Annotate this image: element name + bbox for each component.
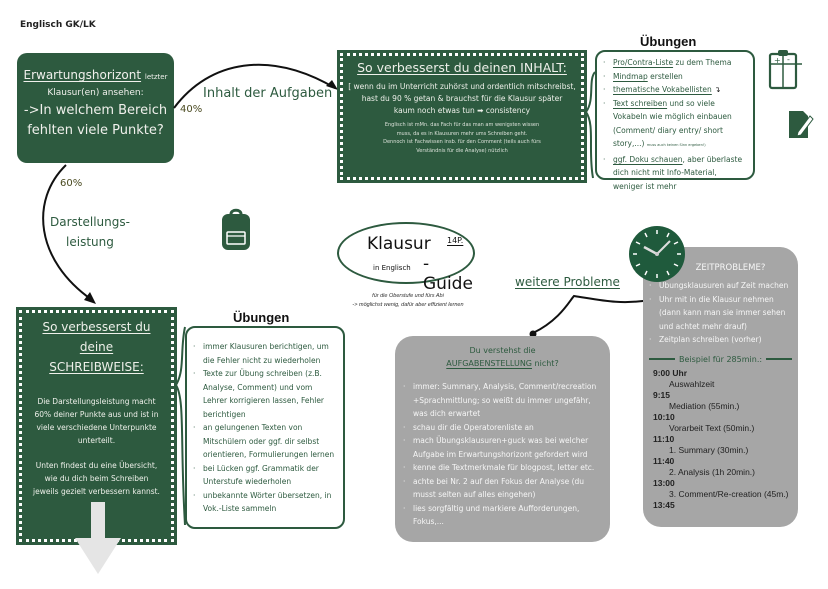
task-box — [395, 336, 610, 542]
svg-text:+: + — [774, 56, 781, 65]
time-item: · Übungsklausuren auf Zeit machen — [649, 279, 792, 293]
content-exercise-item: · thematische Vokabellisten ↴ — [603, 83, 747, 97]
task-title-2-rest: nicht? — [532, 359, 559, 368]
backpack-icon — [220, 208, 252, 252]
start-question-1: ->In welchem Bereich — [23, 103, 168, 118]
writing-exercises-box — [185, 326, 345, 529]
content-exercise-item: · ggf. Doku schauen, aber überlaste dich nicht mit Info-Material, weniger ist mehr — [603, 153, 747, 194]
schedule-time: 13:45 — [653, 499, 675, 510]
content-exercise-item: · Pro/Contra-Liste zu dem Thema — [603, 56, 747, 70]
content-main-2: hast du 90 % getan & brauchst für die Klausur später — [361, 94, 563, 103]
title-line1: Klausur — [367, 234, 431, 254]
task-title-2: AUFGABENSTELLUNG — [446, 359, 532, 368]
content-main-1: [ wenn du im Unterricht zuhörst und ordentlich mitschreibst, — [348, 82, 576, 91]
arrow-down-icon — [75, 500, 121, 576]
schedule-time: 11:10 — [653, 433, 675, 444]
curved-arrow-icon: ↴ — [714, 85, 721, 94]
schedule-task: 3. Comment/Re-creation (45m.) — [669, 488, 789, 499]
title-badge — [337, 222, 475, 294]
more-problems-label: weitere Probleme — [515, 275, 620, 289]
content-note-1: Englisch ist mMn. das Fach für das man am wenigsten wissen — [384, 122, 540, 128]
arrow-content-label: Inhalt der Aufgaben — [203, 86, 333, 101]
task-title-1: Du verstehst die — [469, 346, 536, 355]
writing-exercise-item: · unbekannte Wörter übersetzen, in Vok.-Liste sammeln — [193, 489, 337, 516]
start-title-suffix: letzter — [144, 73, 168, 81]
schedule-task: Mediation (55min.) — [669, 400, 740, 411]
writing-exercises-heading: Übungen — [233, 310, 290, 325]
arrow-content-percent: 40% — [180, 104, 203, 115]
time-item: · Uhr mit in die Klausur nehmen (dann kann man sie immer sehen und achtet mehr drauf) — [649, 293, 792, 334]
document-edit-icon — [788, 110, 814, 140]
clock-icon — [628, 225, 686, 283]
writing-exercise-item: · an gelungenen Texten von Mitschülern oder ggf. dir selbst orientieren, Formulierungen lernen — [193, 421, 337, 462]
schedule-task: 1. Summary (30min.) — [669, 444, 749, 455]
task-item: · schau dir die Operatorenliste an — [403, 421, 602, 435]
content-note-3: Dennoch ist Fachwissen insb. für den Comment (teils auch fürs — [383, 139, 541, 145]
time-item: · Zeitplan schreiben (vorher) — [649, 333, 792, 347]
time-box — [643, 247, 798, 527]
example-heading: Beispiel für 285min.: — [678, 354, 763, 364]
content-exercises-heading: Übungen — [640, 34, 697, 49]
clipboard-icon — [768, 48, 804, 92]
arrow-right-icon: ➡ — [477, 106, 484, 115]
content-title: So verbesserst du deinen INHALT: — [357, 60, 567, 75]
title-caption-1: für die Oberstufe und fürs Abi — [372, 293, 444, 299]
title-line2: -Guide — [423, 254, 473, 294]
svg-text:-: - — [787, 55, 790, 64]
arrow-presentation-label-1: Darstellungs- — [50, 215, 130, 229]
start-question-2: fehlten viele Punkte? — [27, 123, 164, 138]
schedule-time: 13:00 — [653, 477, 675, 488]
content-exercise-item: · Text schreiben und so viele Vokabeln wie möglich einbauen (Comment/ diary entry/ short story,...) muss auch keinen Sinn ergeben!) — [603, 97, 747, 153]
schedule-task: Vorarbeit Text (50min.) — [669, 422, 755, 433]
writing-title-2: SCHREIBWEISE: — [49, 360, 144, 374]
schedule-time: 9:00 Uhr — [653, 367, 688, 378]
task-item: · achte bei Nr. 2 auf den Fokus der Analyse (du musst selten auf alles eingehen) — [403, 475, 602, 502]
schedule-time: 9:15 — [653, 389, 671, 400]
schedule-task: 2. Analysis (1h 20min.) — [669, 466, 755, 477]
content-box — [340, 53, 584, 180]
task-item: · kenne die Textmerkmale für blogpost, letter etc. — [403, 461, 602, 475]
writing-exercise-item: · Texte zur Übung schreiben (z.B. Analyse, Comment) und vom Lehrer korrigieren lassen, Fehler berichtigen — [193, 367, 337, 421]
title-caption-2: -> möglichst wenig, dafür aber effizient lernen — [352, 302, 464, 308]
content-exercise-item: · Mindmap erstellen — [603, 70, 747, 84]
start-title: Erwartungshorizont — [23, 68, 142, 82]
example-divider — [649, 355, 792, 364]
schedule-time: 11:40 — [653, 455, 675, 466]
writing-exercise-item: · bei Lücken ggf. Grammatik der Unterstufe wiederholen — [193, 462, 337, 489]
content-main-3: kaum noch etwas tun — [393, 106, 475, 115]
writing-para-1: Die Darstellungsleistung macht 60% deiner Punkte aus und ist in viele verschiedene Unterpunkte unterteilt. — [34, 397, 159, 445]
page-header: Englisch GK/LK — [20, 20, 96, 30]
time-title: ZEITPROBLEME? — [695, 263, 766, 273]
schedule-task: Auswahlzeit — [669, 378, 715, 389]
content-exercises-box — [595, 50, 755, 191]
title-pages: 14P. — [447, 236, 464, 245]
writing-title-1: So verbesserst du deine — [42, 320, 151, 354]
task-item: · lies sorgfältig und markiere Aufforderungen, Fokus,... — [403, 502, 602, 529]
arrow-presentation-label — [50, 212, 130, 252]
title-sub: in Englisch — [373, 264, 411, 272]
content-note-4: Verständnis für die Analyse) nützlich — [416, 147, 508, 154]
task-item: · mach Übungsklausuren+guck was bei welcher Aufgabe im Erwartungshorizont gefordert wird — [403, 434, 602, 461]
arrow-presentation-label-2: leistung — [66, 235, 114, 249]
writing-exercise-item: · immer Klausuren berichtigen, um die Fehler nicht zu wiederholen — [193, 340, 337, 367]
title-caption — [338, 292, 478, 310]
writing-para-2: Unten findest du eine Übersicht, wie du dich beim Schreiben jeweils gezielt verbessern kannst. — [33, 461, 160, 496]
task-item: · immer: Summary, Analysis, Comment/recreation +Sprachmittlung; so weißt du immer ungefähr, was dich erwartet — [403, 380, 602, 421]
content-main-3-end: consistency — [485, 106, 531, 115]
arrow-presentation-percent: 60% — [60, 178, 83, 189]
schedule-time: 10:10 — [653, 411, 675, 422]
content-note-2: muss, da es in Klausuren mehr ums Schreiben geht. — [396, 130, 528, 137]
start-line2: Klausur(en) ansehen: — [47, 88, 144, 98]
